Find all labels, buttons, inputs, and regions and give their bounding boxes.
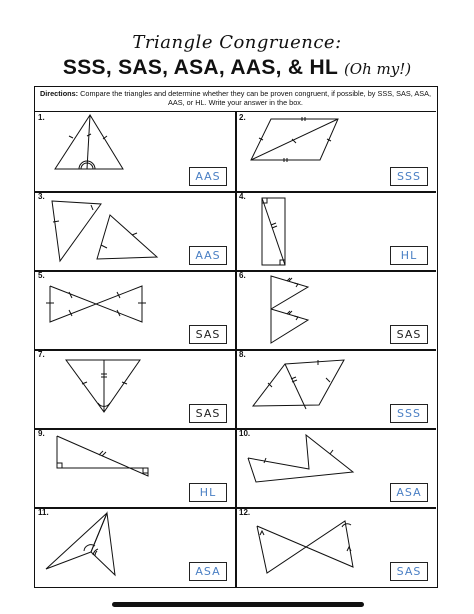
problem-number: 8. bbox=[239, 350, 246, 359]
problem-8 bbox=[236, 349, 436, 428]
answer-box[interactable]: AAS bbox=[189, 246, 227, 265]
problem-6 bbox=[236, 270, 436, 349]
answer-box[interactable]: SAS bbox=[390, 325, 428, 344]
problem-number: 4. bbox=[239, 192, 246, 201]
answer-box[interactable]: SAS bbox=[189, 404, 227, 423]
answer-box[interactable]: HL bbox=[189, 483, 227, 502]
problem-number: 12. bbox=[239, 508, 251, 517]
problem-number: 10. bbox=[239, 429, 251, 438]
problem-4 bbox=[236, 191, 436, 270]
answer-box[interactable]: AAS bbox=[189, 167, 227, 186]
problem-number: 7. bbox=[38, 350, 45, 359]
problem-5 bbox=[35, 270, 235, 349]
answer-box[interactable]: HL bbox=[390, 246, 428, 265]
worksheet-subtitle: Triangle Congruence: bbox=[132, 32, 342, 53]
problem-10 bbox=[236, 428, 436, 507]
problem-number: 2. bbox=[239, 113, 246, 122]
answer-box[interactable]: SSS bbox=[390, 404, 428, 423]
answer-box[interactable]: SSS bbox=[390, 167, 428, 186]
problem-number: 3. bbox=[38, 192, 45, 201]
problem-number: 9. bbox=[38, 429, 45, 438]
problem-9 bbox=[35, 428, 235, 507]
answer-box[interactable]: ASA bbox=[390, 483, 428, 502]
problem-number: 1. bbox=[38, 113, 45, 122]
answer-box[interactable]: SAS bbox=[189, 325, 227, 344]
home-indicator[interactable] bbox=[112, 602, 364, 607]
directions-label: Directions: bbox=[39, 89, 79, 98]
directions-text: Compare the triangles and determine whether they can be proven congruent, if possible, by SSS, SAS, ASA, AAS, or HL. Write your answer in the box. bbox=[80, 89, 431, 107]
problem-number: 6. bbox=[239, 271, 246, 280]
problem-2 bbox=[236, 112, 436, 191]
answer-box[interactable]: SAS bbox=[390, 562, 428, 581]
answer-box[interactable]: ASA bbox=[189, 562, 227, 581]
problem-grid bbox=[34, 86, 438, 588]
problem-12 bbox=[236, 507, 436, 586]
worksheet-title bbox=[0, 56, 474, 80]
worksheet-tagline: (Oh my!) bbox=[343, 60, 412, 78]
worksheet-title-main: SSS, SAS, ASA, AAS, & HL bbox=[62, 56, 339, 79]
problem-1 bbox=[35, 112, 235, 191]
directions bbox=[35, 87, 436, 112]
problem-3 bbox=[35, 191, 235, 270]
problem-11 bbox=[35, 507, 235, 586]
problem-number: 11. bbox=[38, 508, 49, 517]
problem-number: 5. bbox=[38, 271, 45, 280]
problem-7 bbox=[35, 349, 235, 428]
